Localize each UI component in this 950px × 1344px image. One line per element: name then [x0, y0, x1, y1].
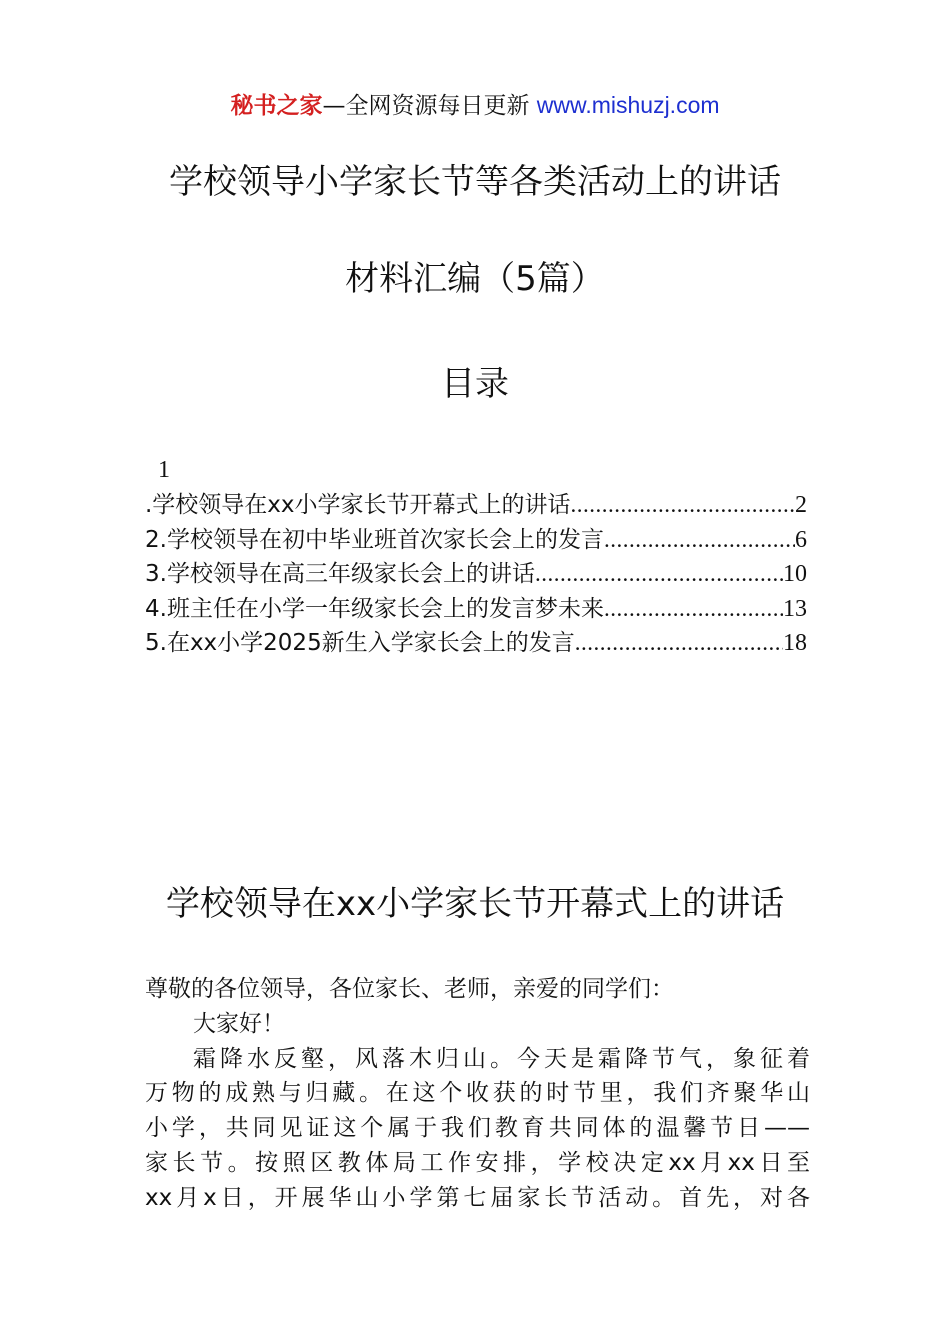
salutation: 尊敬的各位领导，各位家长、老师，亲爱的同学们： — [145, 976, 674, 1002]
greeting: 大家好！ — [193, 1010, 285, 1037]
paragraph-line: 家长节。按照区教体局工作安排，学校决定xx月xx日至 — [145, 1149, 810, 1176]
section-body — [145, 972, 810, 1216]
toc-entry-1[interactable] — [145, 488, 807, 523]
toc-entry-page: 10 — [783, 561, 807, 587]
toc-dot-leader — [535, 557, 783, 591]
site-url-link[interactable]: www.mishuzj.com — [536, 92, 720, 118]
toc-entry-4[interactable] — [145, 592, 807, 627]
toc-entry-page: 6 — [795, 526, 807, 553]
site-header — [0, 88, 950, 123]
toc-entry-page: 18 — [783, 630, 807, 656]
paragraph-line: xx月x日，开展华山小学第七届家长节活动。首先，对各 — [145, 1184, 810, 1211]
toc-entry-label: 4.班主任在小学一年级家长会上的发言梦未来 — [145, 595, 604, 622]
header-tagline: —全网资源每日更新 — [322, 93, 530, 119]
toc-dot-leader — [571, 488, 795, 522]
document-title-line-2: 材料汇编（5篇） — [345, 259, 605, 299]
toc-entry-label: 5.在xx小学2025新生入学家长会上的发言 — [145, 630, 575, 656]
toc-entry-page: 2 — [795, 492, 807, 518]
toc-entry-3[interactable] — [145, 557, 807, 592]
toc-entry-label: 2.学校领导在初中毕业班首次家长会上的发言 — [145, 526, 604, 553]
toc-entry-label: .学校领导在xx小学家长节开幕式上的讲话 — [145, 492, 571, 518]
toc-entry-2[interactable] — [145, 523, 807, 558]
paragraph-line: 霜降水反壑，风落木归山。今天是霜降节气，象征着 — [193, 1045, 810, 1072]
section-title: 学校领导在xx小学家长节开幕式上的讲话 — [165, 884, 785, 924]
toc-heading: 目录 — [441, 364, 509, 404]
toc-dot-leader — [575, 626, 783, 660]
toc-dot-leader — [604, 592, 783, 626]
table-of-contents — [145, 488, 807, 661]
toc-entry-label: 3.学校领导在高三年级家长会上的讲话 — [145, 561, 535, 587]
brand-name: 秘书之家 — [230, 93, 323, 119]
toc-entry-5[interactable] — [145, 626, 807, 661]
toc-entry-page: 13 — [783, 595, 807, 622]
document-title-line-1: 学校领导小学家长节等各类活动上的讲话 — [169, 162, 781, 202]
toc-dot-leader — [604, 523, 795, 557]
paragraph-line: 小学，共同见证这个属于我们教育共同体的温馨节日—— — [145, 1115, 810, 1142]
toc-first-number: 1 — [158, 457, 170, 483]
paragraph-line: 万物的成熟与归藏。在这个收获的时节里，我们齐聚华山 — [145, 1080, 810, 1107]
